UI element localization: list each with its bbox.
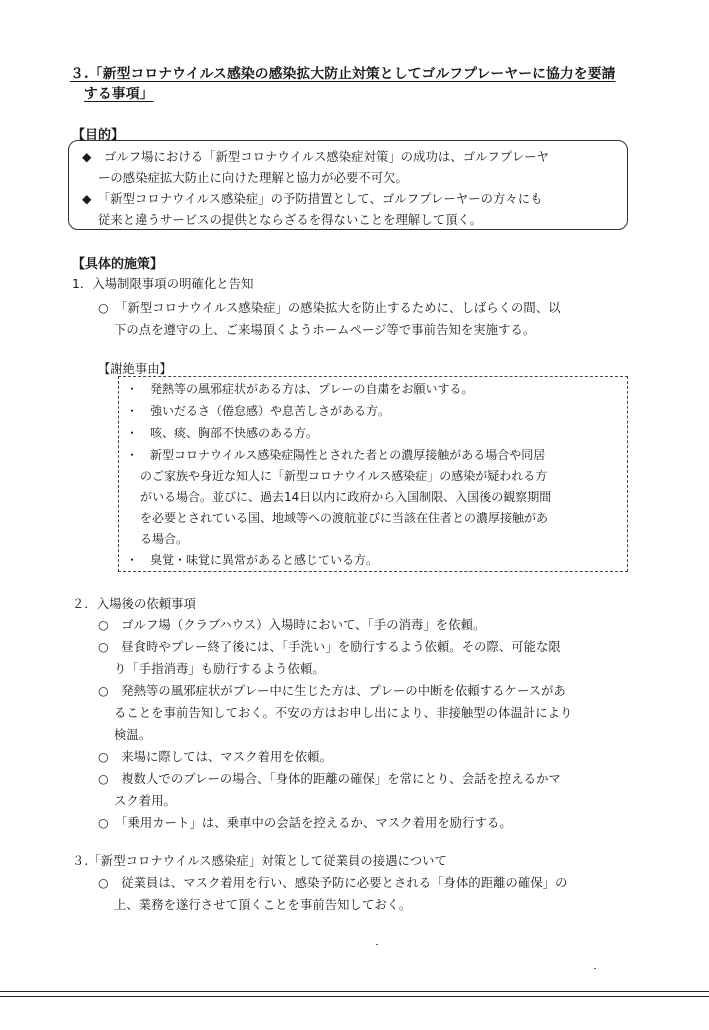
purpose-bullet-2: ◆ 「新型コロナウイルス感染症」の予防措置として、ゴルフプレーヤーの方々にも bbox=[82, 192, 543, 206]
reasons-heading: 【謝絶事由】 bbox=[98, 362, 172, 376]
reason-2: ・ 強いだるさ（倦怠感）や息苦しさがある方。 bbox=[126, 404, 391, 418]
item3-text: ○ 従業員は、マスク着用を行い、感染予防に必要とされる「身体的距離の確保」の bbox=[98, 876, 568, 890]
reason-5: ・ 臭覚・味覚に異常があると感じている方。 bbox=[126, 553, 379, 567]
item2-line-5-continued: スク着用。 bbox=[114, 794, 176, 808]
document-title-continued: する事項」 bbox=[84, 86, 154, 102]
purpose-bullet-1-continued: ーの感染症拡大防止に向けた理解と協力が必要不可欠。 bbox=[98, 171, 408, 185]
item1-title: 1．入場制限事項の明確化と告知 bbox=[72, 277, 254, 291]
item3-title: ３.「新型コロナウイルス感染症」対策として従業員の接遇について bbox=[72, 854, 447, 868]
measures-heading: 【具体的施策】 bbox=[72, 257, 164, 272]
footer-rule-bottom bbox=[0, 996, 709, 997]
item3-text-continued: 上、業務を遂行させて頂くことを事前告知しておく。 bbox=[114, 898, 412, 912]
reason-3: ・ 咳、痰、胸部不快感のある方。 bbox=[126, 426, 319, 440]
reason-1: ・ 発熱等の風邪症状がある方は、プレーの自粛をお願いする。 bbox=[126, 382, 474, 396]
item2-line-2: ○ 昼食時やプレー終了後には、「手洗い」を励行するよう依頼。その際、可能な限 bbox=[98, 640, 561, 654]
item2-line-2-continued: り「手指消毒」も励行するよう依頼。 bbox=[114, 662, 325, 676]
item2-title: ２．入場後の依頼事項 bbox=[72, 597, 196, 611]
reason-4: ・ 新型コロナウイルス感染症陽性とされた者との濃厚接触がある場合や同居 bbox=[126, 448, 546, 462]
item1-text: ○ 「新型コロナウイルス感染症」の感染拡大を防止するために、しばらくの間、以 bbox=[98, 301, 561, 315]
purpose-bullet-1: ◆ ゴルフ場における「新型コロナウイルス感染症対策」の成功は、ゴルフプレーヤ bbox=[82, 150, 550, 164]
item2-line-5: ○ 複数人でのプレーの場合、「身体的距離の確保」を常にとり、会話を控えるかマ bbox=[98, 772, 561, 786]
reason-4-continued-2: がいる場合。並びに、過去14日以内に政府から入国制限、入国後の観察期間 bbox=[140, 490, 552, 504]
document-title: ３.「新型コロナウイルス感染の感染拡大防止対策としてゴルフプレーヤーに協力を要請 bbox=[70, 66, 616, 82]
item2-line-1: ○ ゴルフ場（クラブハウス）入場時において、「手の消毒」を依頼。 bbox=[98, 618, 486, 632]
scan-speck bbox=[594, 968, 596, 969]
purpose-bullet-2-continued: 従来と違うサービスの提供とならざるを得ないことを理解して頂く。 bbox=[98, 213, 483, 227]
item2-line-3: ○ 発熱等の風邪症状がプレー中に生じた方は、プレーの中断を依頼するケースがあ bbox=[98, 684, 566, 698]
purpose-heading: 【目的】 bbox=[72, 128, 125, 143]
footer-rule-top bbox=[0, 991, 709, 992]
item1-text-continued: 下の点を遵守の上、ご来場頂くようホームページ等で事前告知を実施する。 bbox=[114, 323, 536, 337]
reason-4-continued-4: る場合。 bbox=[140, 532, 189, 546]
item2-line-3-continued-2: 検温。 bbox=[114, 728, 152, 742]
item2-line-4: ○ 来場に際しては、マスク着用を依頼。 bbox=[98, 750, 332, 764]
scan-speck bbox=[376, 944, 378, 945]
reason-4-continued-1: のご家族や身近な知人に「新型コロナウイルス感染症」の感染が疑われる方 bbox=[140, 469, 548, 483]
reason-4-continued-3: を必要とされている国、地域等への渡航並びに当該在住者との濃厚接触があ bbox=[140, 511, 549, 525]
item2-line-6: ○ 「乗用カート」は、乗車中の会話を控えるか、マスク着用を励行する。 bbox=[98, 816, 512, 830]
item2-line-3-continued-1: ることを事前告知しておく。不安の方はお申し出により、非接触型の体温計により bbox=[114, 706, 573, 720]
